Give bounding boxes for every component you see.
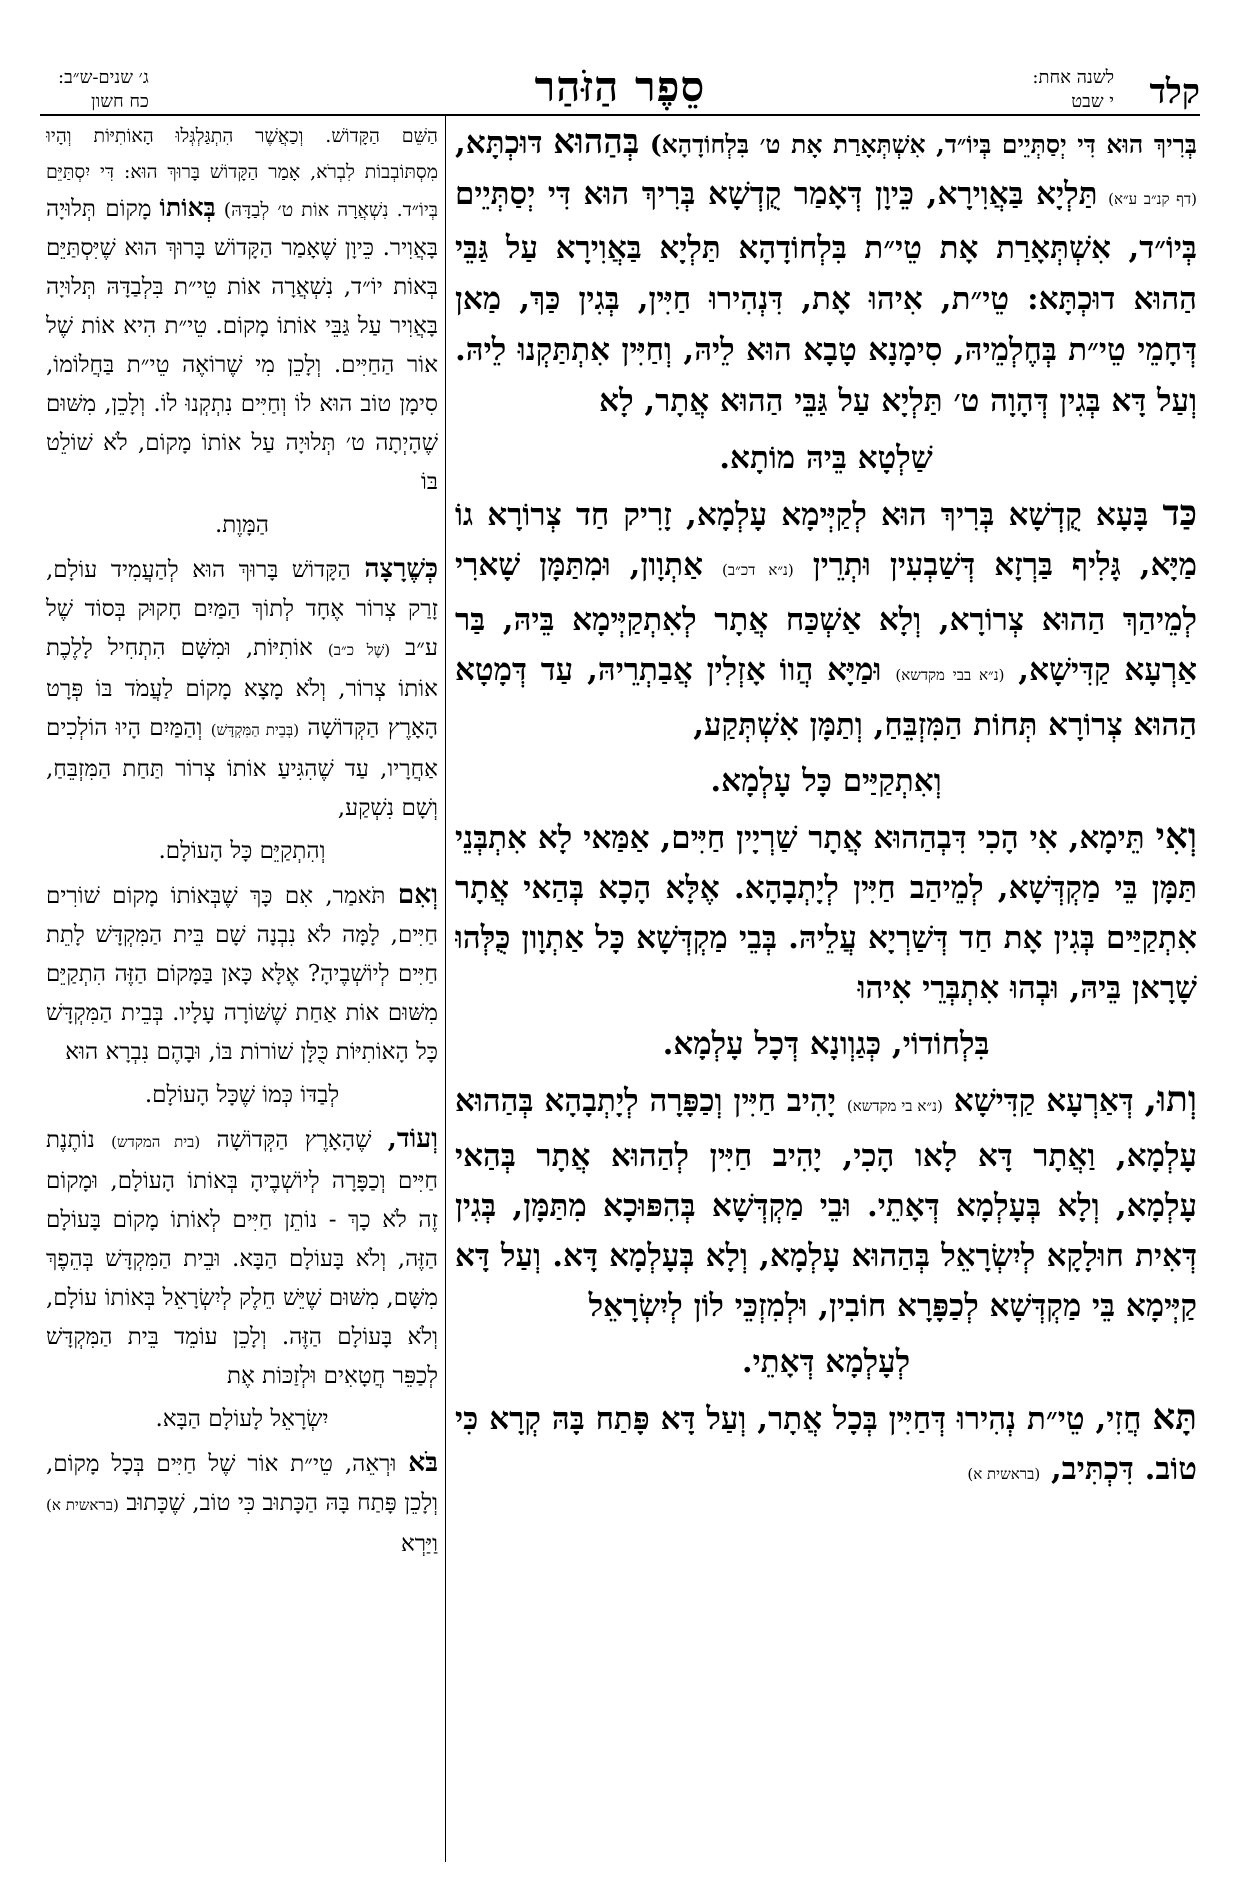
trans-paragraph-2 <box>46 549 438 828</box>
trans-t5-a: וּרְאֵה, טֵי״ת אוֹר שֶׁל חַיִּים בְּכָל מָקוֹם, וְלָכֵן פָּתַח בָּהּ הַכָּתוּב כִּי טוֹב, שֶׁכָּתוּב <box>46 1451 438 1516</box>
trans-t4-end: יִשְׂרָאֵל לָעוֹלָם הַבָּא. <box>155 1406 329 1432</box>
page-header <box>40 62 1200 122</box>
main-p1-b: תַּלְיָא בַּאֲוִירָא, כֵּיוָן דְּאָמַר קֻדְשָׁא בְּרִיךְ הוּא דִּי יְסַתְּיֵים בְּיוֹ״ד, אִשְׁתְּאָרַת אָת טֵי״ת בִּלְחוֹדָהָא תַּלְיָא בַּאֲוִירָא עַל גַּבֵּי הַהוּא דוּכְתָּא: טֵי״ת, אִיהוּ אָת, דִּנְהִירוּ חַיִּין, בְּגִין כַּךְ, מַאן דְּחָמֵי טֵי״ת בְּחֶלְמֵיהּ, סִימָנָא טָבָא הוּא לֵיהּ, וְחַיִּין אִתְתַּקְנוּ לֵיהּ. וְעַל דָּא בְּגִין דְּהָוָה ט׳ תַּלְיָא עַל גַּבֵּי הַהוּא אֲתָר, לָא <box>455 176 1197 419</box>
main-p2-a: בָּעָא קֻדְשָׁא בְּרִיךְ הוּא לְקַיְּימָא עָלְמָא, זָרִיק חַד צְרוֹרָא גוֹ מַיָּא, גָּלִיף בַּרְזָא דְּשַׁבְעִין וּתְרֵין <box>455 497 1197 583</box>
trans-t2-b: אוֹתִיּוֹת, וּמִשָּׁם הִתְחִיל לָלֶכֶת אוֹתוֹ צְרוֹר, וְלֹא מָצָא מָקוֹם לַעֲמֹד בּוֹ פְּרָט הָאָרֶץ הַקְּדוֹשָׁה <box>46 635 438 741</box>
schedule-date-left: כח חשון <box>91 91 149 112</box>
main-p3-end: בִּלְחוֹדוֹי, כְּגַוְונָא דְּכָל עָלְמָא. <box>662 1026 990 1062</box>
main-p2-open: כַּד <box>1162 493 1197 534</box>
schedule-three-years: ג׳ שנים-ש״ב: <box>58 67 149 88</box>
main-p4-a: דְּאַרְעָא קַדִּישָׁא <box>953 1083 1134 1119</box>
main-p4-ref: (נ״א בי מקדשא) <box>846 1097 943 1115</box>
trans-paragraph-1 <box>46 118 438 502</box>
main-p4-b: יָהִיב חַיִּין וְכַפָּרָה לְיָתְבָהָא בְּהַהוּא עָלְמָא, וַאֲתָר דָּא לָאו הָכִי, יָהִיב חַיִּין לְהַהוּא אֲתָר בְּהַאי עָלְמָא, וְלָא בְּעָלְמָא דְּאָתֵי. וּבֵי מַקְדְּשָׁא בְּהִפּוּכָא מִתַּמָּן, בְּגִין דְּאִית חוּלָקָא לְיִשְׂרָאֵל בְּהַהוּא עָלְמָא, וְלָא בְּעָלְמָא דָּא. וְעַל דָּא קַיְּימָא בֵּי מַקְדְּשָׁא לְכַפָּרָא חוֹבִין, וּלְמִזְכֵּי לוֹן לְיִשְׂרָאֵל <box>455 1083 1197 1324</box>
trans-t3-a: תֹּאמַר, אִם כָּךְ שֶׁבְּאוֹתוֹ מָקוֹם שׁוֹרִים חַיִּים, לָמָּה לֹא נִבְנָה שָׁם בֵּית הַמִּקְדָּשׁ לָתֵת חַיִּים לְיוֹשְׁבֶיהָ? אֶלָּא כָּאן בַּמָּקוֹם הַזֶּה הִתְקַיֵּם מִשּׁוּם אוֹת אַחַת שֶׁשּׁוֹרָה עָלָיו. בְּבֵית הַמִּקְדָּשׁ כָּל הָאוֹתִיּוֹת כֻּלָּן שׁוֹרוֹת בּוֹ, וּבָהֶם נִבְרָא הוּא <box>46 883 438 1065</box>
trans-paragraph-3 <box>46 875 438 1072</box>
trans-t1-a: מָקוֹם תְּלוּיָה בָּאֲוִיר. כֵּיוָן שֶׁאָמַר הַקָּדוֹשׁ בָּרוּךְ הוּא שֶׁיִּסְתַּיֵּם בְּאוֹת יוֹ״ד, נִשְׁאֲרָה אוֹת טֵי״ת בִּלְבַדָּהּ תְּלוּיָה בָּאֲוִיר עַל גַּבֵּי אוֹתוֹ מָקוֹם. טֵי״ת הִיא אוֹת שֶׁל אוֹר הַחַיִּים. וְלָכֵן מִי שֶׁרוֹאֶה טֵי״ת בַּחֲלוֹמוֹ, סִימָן טוֹב הוּא לוֹ וְחַיִּים נִתְקְנוּ לוֹ. וְלָכֵן, מִשּׁוּם שֶׁהָיְתָה ט׳ תְּלוּיָה עַל אוֹתוֹ מָקוֹם, לֹא שׁוֹלֵט בּוֹ <box>46 196 438 495</box>
trans-t4-open: וְעוֹד, <box>387 1123 438 1154</box>
main-paragraph-3 <box>455 812 1197 1013</box>
aramaic-text-column <box>455 118 1197 1868</box>
book-title: סֵפֶר הַזֹּהַר <box>534 62 706 111</box>
schedule-date: י שבט <box>1071 91 1114 112</box>
main-p1-a: דּוּכְתָּא, <box>455 125 543 161</box>
column-divider <box>445 116 446 1862</box>
trans-paragraph-4 <box>46 1119 438 1396</box>
main-paragraph-2 <box>455 489 1197 750</box>
trans-t4-ref: (בית המקדש) <box>111 1133 201 1151</box>
trans-t2-ref2: (בְּבֵית הַמִּקְדָּשׁ) <box>210 721 300 739</box>
main-p4-open: וְתוּ, <box>1144 1079 1197 1120</box>
trans-paragraph-5 <box>46 1443 438 1564</box>
trans-t1-lead: הַשֵּׁם הַקָּדוֹשׁ. וְכַאֲשֶׁר הִתְגַּלְגְּלוּ הָאוֹתִיּוֹת וְהָיוּ מִסְתּוֹבְבוֹת לִבְרֹא, אָמַר הַקָּדוֹשׁ בָּרוּךְ הוּא: דִּי יִסְתַּיֵּם בְּיוֹ״ד. נִשְׁאֲרָה אוֹת ט׳ לְבַדָּהּ) <box>46 125 438 221</box>
trans-t1-open: בְּאוֹתוֹ <box>159 193 216 222</box>
main-paragraph-5 <box>455 1393 1197 1499</box>
page-number: קלד <box>1149 72 1200 112</box>
main-p2-ref1: (נ״א דכ״ב) <box>722 561 794 579</box>
main-p2-c: וּמַיָּא הֲווֹ אָזְלִין אֲבַתְרֵיהּ, עַד דְּמָטָא הַהוּא צְרוֹרָא תְּחוֹת הַמִּזְבֵּחַ, וְתַמָּן אִשְׁתְּקַע, <box>455 652 1197 743</box>
trans-t5-b: וַיַּרְא <box>400 1531 438 1557</box>
main-p1-end: שַׁלְטָא בֵּיהּ מוֹתָא. <box>719 440 933 476</box>
main-p1-lead: בְּרִיךְ הוּא דִּי יְסַתְּיֵים בְּיוֹ״ד, אִשְׁתְּאָרַת אָת ט׳ בִּלְחוֹדָהָא) <box>649 130 1197 159</box>
trans-t2-ref1: (שֶׁל כ״ב) <box>327 641 391 659</box>
main-paragraph-4 <box>455 1075 1197 1331</box>
trans-t2-a: הַקָּדוֹשׁ בָּרוּךְ הוּא לְהַעֲמִיד עוֹלָם, זָרַק צְרוֹר אֶחָד לְתוֹךְ הַמַּיִם חָקוּק בְּסוֹד שֶׁל ע״ב <box>46 557 438 661</box>
main-p5-ref: (בראשית א) <box>967 1465 1041 1483</box>
main-p1-ref: (דף קנ״ב ע״א) <box>1108 190 1197 208</box>
trans-t3-end: לְבַדּוֹ כְּמוֹ שֶׁכָּל הָעוֹלָם. <box>144 1082 340 1108</box>
header-rule <box>40 114 1200 116</box>
main-p1-open: בְּהַהוּא <box>553 122 640 162</box>
main-p3-open: וְאִי <box>1155 816 1197 857</box>
hebrew-translation-column <box>46 118 438 1868</box>
trans-t3-open: וְאִם <box>397 879 438 910</box>
main-p5-open: תָּא <box>1152 1397 1197 1438</box>
main-p5-a: חֲזִי, טֵי״ת נְהִירוּ דְּחַיִּין בְּכָל אֲתָר, וְעַל דָּא פָּתַח בָּהּ קְרָא כִּי טוֹב. דִּכְתִּיב, <box>455 1401 1197 1487</box>
main-paragraph-1 <box>455 118 1197 427</box>
main-p3-a: תֵּימָא, אִי הָכִי דִּבְהַהוּא אֲתָר שַׁרְיָין חַיִּים, אַמַּאי לָא אִתְבְּנֵי תַּמָּן בֵּי מַקְדְּשָׁא, לְמֵיהַב חַיִּין לְיָתְבָהָא. אֶלָּא הָכָא בְּהַאי אֲתָר אִתְקַיַּים בְּגִין אָת חַד דְּשַׁרְיָא עֲלֵיהּ. בְּבֵי מַקְדְּשָׁא כָּל אַתְוָון כֻּלְּהוּ שָׁרָאן בֵּיהּ, וּבְהוּ אִתְבְּרֵי אִיהוּ <box>455 820 1197 1006</box>
main-p2-end: וְאִתְקַיַּים כָּל עָלְמָא. <box>710 763 942 799</box>
main-p2-b: אַתְוָון, וּמִתַּמָּן שָׁארִי לְמֵיהַךְ הַהוּא צְרוֹרָא, וְלָא אַשְׁכַּח אֲתָר לְאִתְקַיְּימָא בֵּיהּ, בַּר אַרְעָא קַדִּישָׁא, <box>455 547 1197 688</box>
trans-t5-ref: (בראשית א) <box>46 1496 119 1514</box>
reading-schedule-left <box>58 66 149 114</box>
trans-t4-b: נוֹתֶנֶת חַיִּים וְכַפָּרָה לְיוֹשְׁבֶיהָ בְּאוֹתוֹ הָעוֹלָם, וּמָקוֹם זֶה לֹא כָךְ - נוֹתֵן חַיִּים לְאוֹתוֹ מָקוֹם בָּעוֹלָם הַזֶּה, וְלֹא בָּעוֹלָם הַבָּא. וּבֵית הַמִּקְדָּשׁ בְּהֵפֶךְ מִשָּׁם, מִשּׁוּם שֶׁיֵּשׁ חֵלֶק לְיִשְׂרָאֵל בְּאוֹתוֹ עוֹלָם, וְלֹא בָּעוֹלָם הַזֶּה. וְלָכֵן עוֹמֵד בֵּית הַמִּקְדָּשׁ לְכַפֵּר חֲטָאִים וּלְזַכּוֹת אֶת <box>46 1127 438 1389</box>
trans-t4-a: שֶׁהָאָרֶץ הַקְּדוֹשָׁה <box>216 1127 372 1153</box>
schedule-one-year: לשנה אחת: <box>1032 67 1114 88</box>
trans-t1-end: הַמָּוֶת. <box>214 512 270 538</box>
trans-t5-open: בֹּא <box>408 1447 438 1478</box>
trans-t2-end: וְהִתְקַיֵּם כָּל הָעוֹלָם. <box>158 838 326 864</box>
main-p2-ref2: (נ״א בבי מקדשא) <box>895 666 1005 684</box>
main-p4-end: לְעָלְמָא דְּאָתֵי. <box>741 1344 911 1380</box>
trans-t2-open: כְּשֶׁרָצָה <box>364 553 438 584</box>
trans-t2-c: וְהַמַּיִם הָיוּ הוֹלְכִים אַחֲרָיו, עַד שֶׁהִגִּיעַ אוֹתוֹ צְרוֹר תַּחַת הַמִּזְבֵּחַ, וְשָׁם נִשְׁקַע, <box>46 715 438 821</box>
